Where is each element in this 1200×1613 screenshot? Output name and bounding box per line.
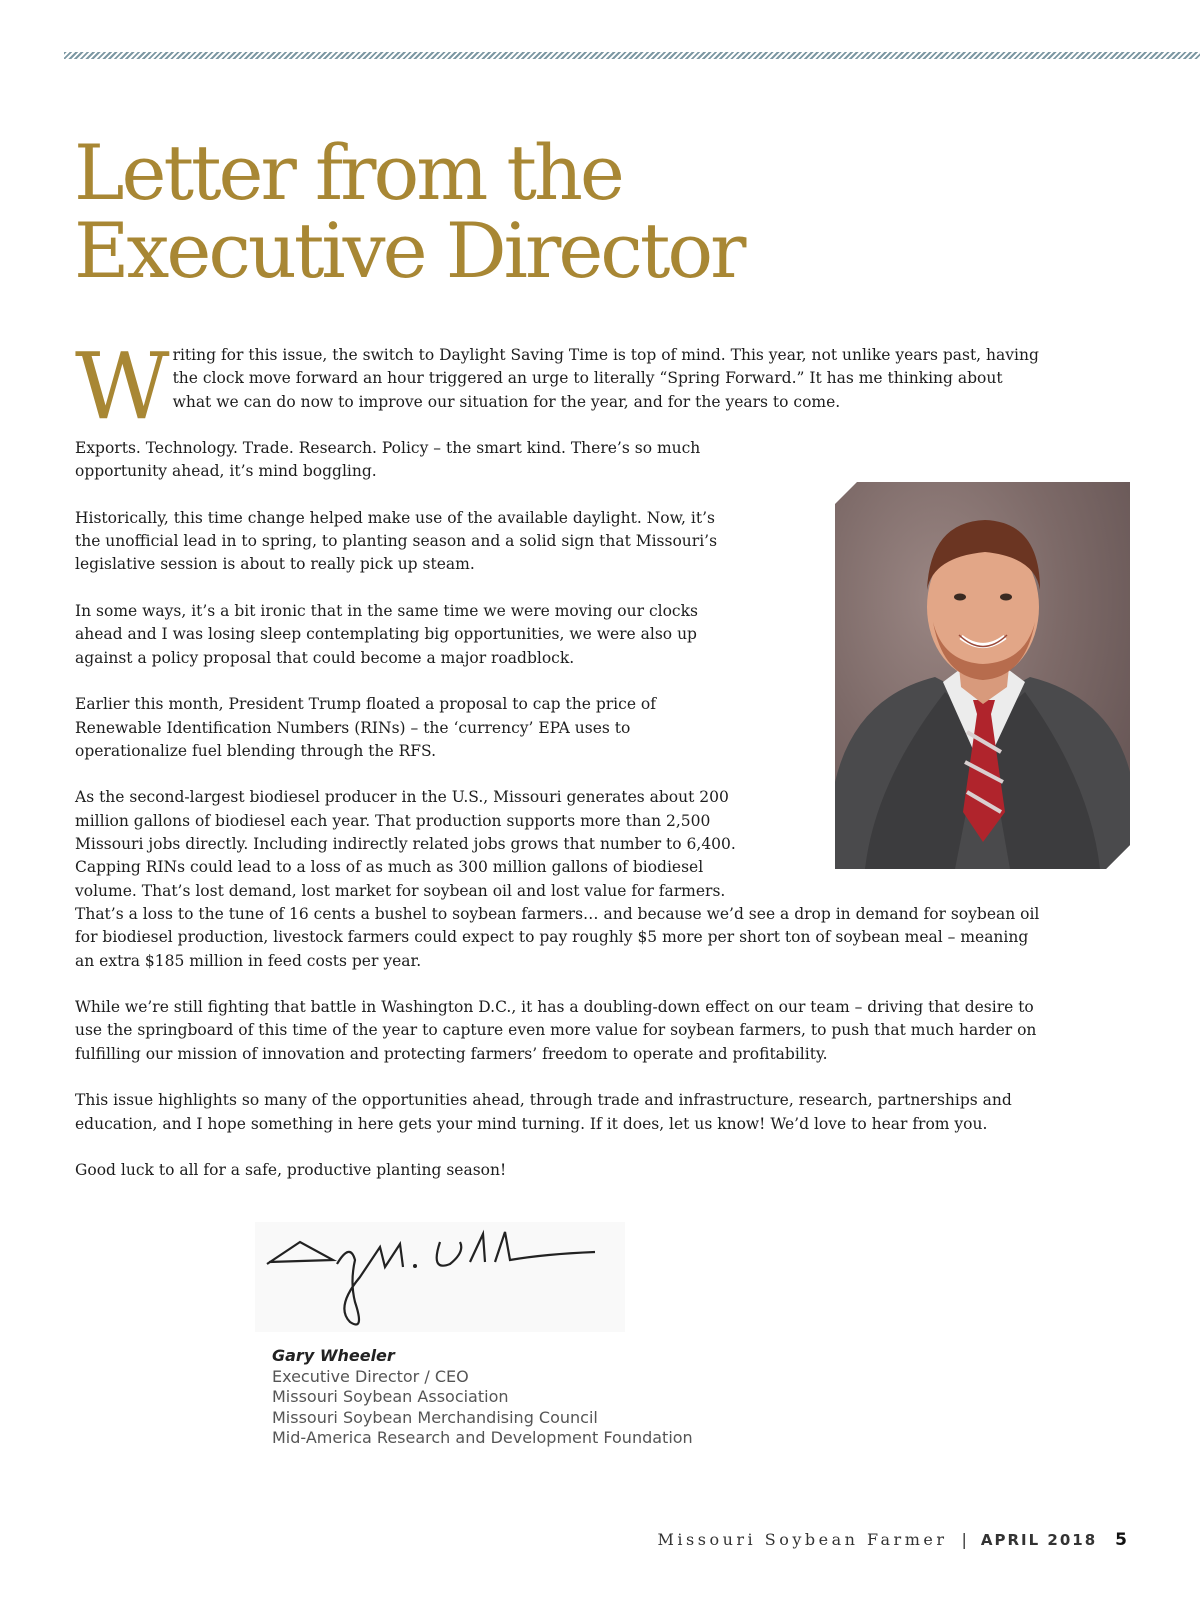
page-number: 5 xyxy=(1115,1530,1127,1550)
page-title xyxy=(74,128,744,295)
body-paragraph: Good luck to all for a safe, productive planting season! xyxy=(75,1161,507,1180)
body-paragraph: As the second-largest biodiesel producer in the U.S., Missouri generates about 200 million gallons of biodiesel each year. That production supports more than 2,500 Missouri jobs directly. Including indirectly related jobs grows that number to 6,400. Capping RINs could lead to a loss of as much as 300 million gallons of biodiesel volume. That’s lost demand, lost market for soybean oil and lost value for farmers. That’s a loss to the tune of 16 cents a bushel to soybean farmers… and because we’d see a drop in demand for soybean oil for biodiesel production, livestock farmers could expect to pay roughly $5 more per short ton of soybean meal – meaning an extra $185 million in feed costs per year. xyxy=(75,788,1040,970)
signer-name: Gary Wheeler xyxy=(272,1346,395,1365)
footer-separator: | xyxy=(961,1530,967,1549)
page-footer xyxy=(658,1530,1127,1550)
title-line-1: Letter from the xyxy=(74,128,622,217)
magazine-name: Missouri Soybean Farmer xyxy=(657,1530,948,1549)
signer-block xyxy=(272,1346,693,1449)
title-line-2: Executive Director xyxy=(74,206,744,295)
issue-date: APRIL 2018 xyxy=(980,1531,1098,1549)
signature-scribble xyxy=(255,1222,625,1332)
body-paragraph: In some ways, it’s a bit ironic that in the same time we were moving our clocks ahead and I was losing sleep contemplating big opportunities, we were also up against a policy proposal that could become a major roadblock. xyxy=(75,602,698,667)
header-stripe xyxy=(64,52,1200,59)
body-paragraph: Earlier this month, President Trump floated a proposal to cap the price of Renewable Identification Numbers (RINs) – the ‘currency’ EPA uses to operationalize fuel blending through the RFS. xyxy=(75,695,656,760)
director-portrait xyxy=(835,482,1130,869)
signer-org: Mid-America Research and Development Foundation xyxy=(272,1428,693,1447)
body-paragraph: This issue highlights so many of the opportunities ahead, through trade and infrastructure, research, partnerships and education, and I hope something in here gets your mind turning. If it does, let us know! We’d love to hear from you. xyxy=(75,1091,1012,1133)
signer-org: Missouri Soybean Merchandising Council xyxy=(272,1407,598,1427)
body-paragraph: Historically, this time change helped make use of the available daylight. Now, it’s the unofficial lead in to spring, to planting season and a solid sign that Missouri’s legislative session is about to really pick up steam. xyxy=(75,508,718,574)
body-paragraph: While we’re still fighting that battle in Washington D.C., it has a doubling-down effect on our team – driving that desire to use the springboard of this time of the year to capture even more value for soybean farmers, to push that much harder on fulfilling our mission of innovation and protecting farmers’ freedom to operate and profitability. xyxy=(75,998,1037,1063)
signature xyxy=(255,1222,625,1332)
intro-text: riting for this issue, the switch to Daylight Saving Time is top of mind. This year, not unlike years past, having the clock move forward an hour triggered an urge to literally “Spring Forward.” It has me thinking about what we can do now to improve our situation for the year, and for the years to come. xyxy=(172,346,1039,411)
intro-paragraph xyxy=(75,333,1045,440)
body-paragraph: Exports. Technology. Trade. Research. Policy – the smart kind. There’s so much opportunity ahead, it’s mind boggling. xyxy=(75,439,701,481)
portrait-illustration xyxy=(835,482,1130,869)
signer-org: Missouri Soybean Association xyxy=(272,1387,509,1406)
drop-cap: W xyxy=(75,333,169,440)
signer-role: Executive Director / CEO xyxy=(272,1366,469,1386)
